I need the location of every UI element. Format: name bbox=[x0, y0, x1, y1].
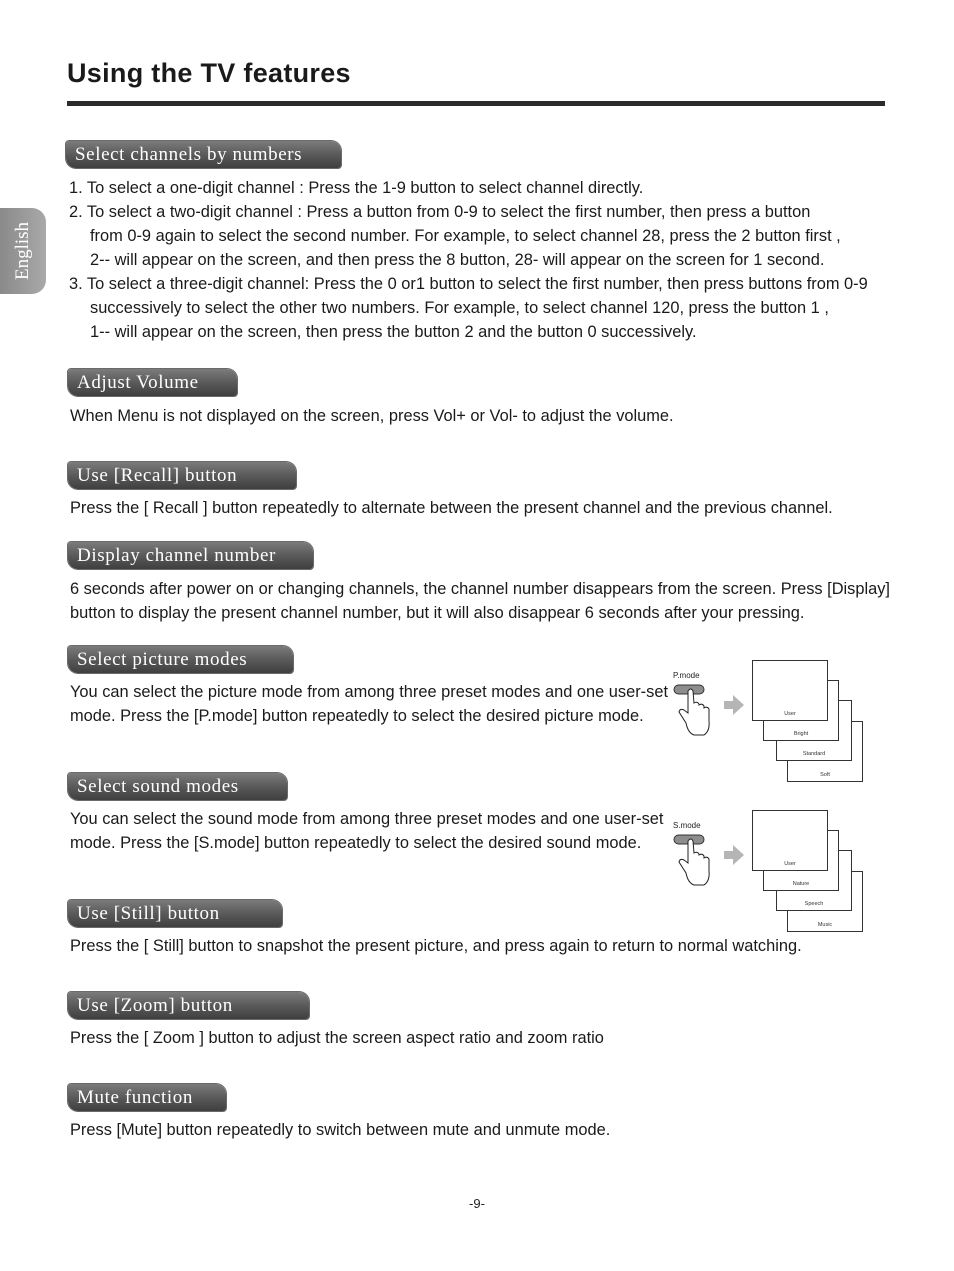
section-heading-recall: Use [Recall] button bbox=[68, 462, 296, 489]
recall-text: Press the [ Recall ] button repeatedly to alternate between the present channel and the previous channel. bbox=[70, 499, 833, 517]
section-heading-zoom: Use [Zoom] button bbox=[68, 992, 309, 1019]
mute-text: Press [Mute] button repeatedly to switch between mute and unmute mode. bbox=[70, 1121, 611, 1139]
zoom-text: Press the [ Zoom ] button to adjust the screen aspect ratio and zoom ratio bbox=[70, 1029, 604, 1047]
channels-line: 3. To select a three-digit channel: Press the 0 or1 button to select the first number, then press buttons from 0-9 bbox=[69, 275, 868, 293]
channels-line: 1-- will appear on the screen, then press the button 2 and the button 0 successively. bbox=[90, 323, 697, 341]
mode-card bbox=[752, 660, 828, 721]
picture-text bbox=[70, 680, 668, 728]
section-heading-mute: Mute function bbox=[68, 1084, 226, 1111]
picture-line: mode. Press the [P.mode] button repeatedly to select the desired picture mode. bbox=[70, 707, 644, 725]
channels-line: from 0-9 again to select the second number. For example, to select channel 28, press the 2 button first , bbox=[90, 227, 841, 245]
mode-card-label: Speech bbox=[804, 901, 824, 907]
section-heading-channels: Select channels by numbers bbox=[66, 141, 341, 168]
mode-card-label: User bbox=[784, 861, 796, 867]
section-heading-sound: Select sound modes bbox=[68, 773, 287, 800]
mode-card-label: Soft bbox=[820, 772, 830, 778]
display-text bbox=[70, 577, 890, 625]
page-title: Using the TV features bbox=[67, 58, 351, 88]
sound-mode-illustration bbox=[670, 808, 870, 938]
still-text: Press the [ Still] button to snapshot the present picture, and press again to return to normal watching. bbox=[70, 937, 802, 955]
channels-line: 1. To select a one-digit channel : Press the 1-9 button to select channel directly. bbox=[69, 179, 644, 197]
mode-card-label: Standard bbox=[802, 751, 826, 757]
picture-line: You can select the picture mode from among three preset modes and one user-set bbox=[70, 683, 668, 701]
language-tab-label: English bbox=[12, 221, 33, 281]
sound-line: mode. Press the [S.mode] button repeatedly to select the desired sound mode. bbox=[70, 834, 642, 852]
smode-button-label: S.mode bbox=[673, 821, 701, 830]
sound-line: You can select the sound mode from among three preset modes and one user-set bbox=[70, 810, 664, 828]
display-line: button to display the present channel number, but it will also disappear 6 seconds after your pressing. bbox=[70, 604, 805, 622]
right-arrow-icon bbox=[722, 843, 746, 867]
title-rule bbox=[67, 101, 885, 106]
section-heading-display: Display channel number bbox=[68, 542, 313, 569]
picture-mode-illustration bbox=[670, 658, 870, 788]
sound-text bbox=[70, 807, 663, 855]
volume-text: When Menu is not displayed on the screen, press Vol+ or Vol- to adjust the volume. bbox=[70, 407, 674, 425]
pmode-button-label: P.mode bbox=[673, 671, 700, 680]
language-tab bbox=[0, 208, 46, 294]
section-heading-volume: Adjust Volume bbox=[68, 369, 237, 396]
display-line: 6 seconds after power on or changing channels, the channel number disappears from the screen. Press [Display] bbox=[70, 580, 890, 598]
page-number: -9- bbox=[469, 1196, 485, 1211]
mode-card-label: Music bbox=[817, 922, 833, 928]
mode-card-label: Bright bbox=[793, 731, 809, 737]
mode-card-label: Nature bbox=[792, 881, 810, 887]
mode-card bbox=[752, 810, 828, 871]
hand-pointer-icon bbox=[672, 833, 712, 889]
mode-card-label: User bbox=[784, 711, 796, 717]
hand-pointer-icon bbox=[672, 683, 712, 739]
section-heading-picture: Select picture modes bbox=[68, 646, 293, 673]
section-heading-still: Use [Still] button bbox=[68, 900, 282, 927]
channels-text bbox=[69, 176, 868, 344]
channels-line: 2. To select a two-digit channel : Press a button from 0-9 to select the first number, then press a button bbox=[69, 203, 811, 221]
right-arrow-icon bbox=[722, 693, 746, 717]
channels-line: 2-- will appear on the screen, and then press the 8 button, 28- will appear on the screen for 1 second. bbox=[90, 251, 825, 269]
channels-line: successively to select the other two numbers. For example, to select channel 120, press the button 1 , bbox=[90, 299, 829, 317]
